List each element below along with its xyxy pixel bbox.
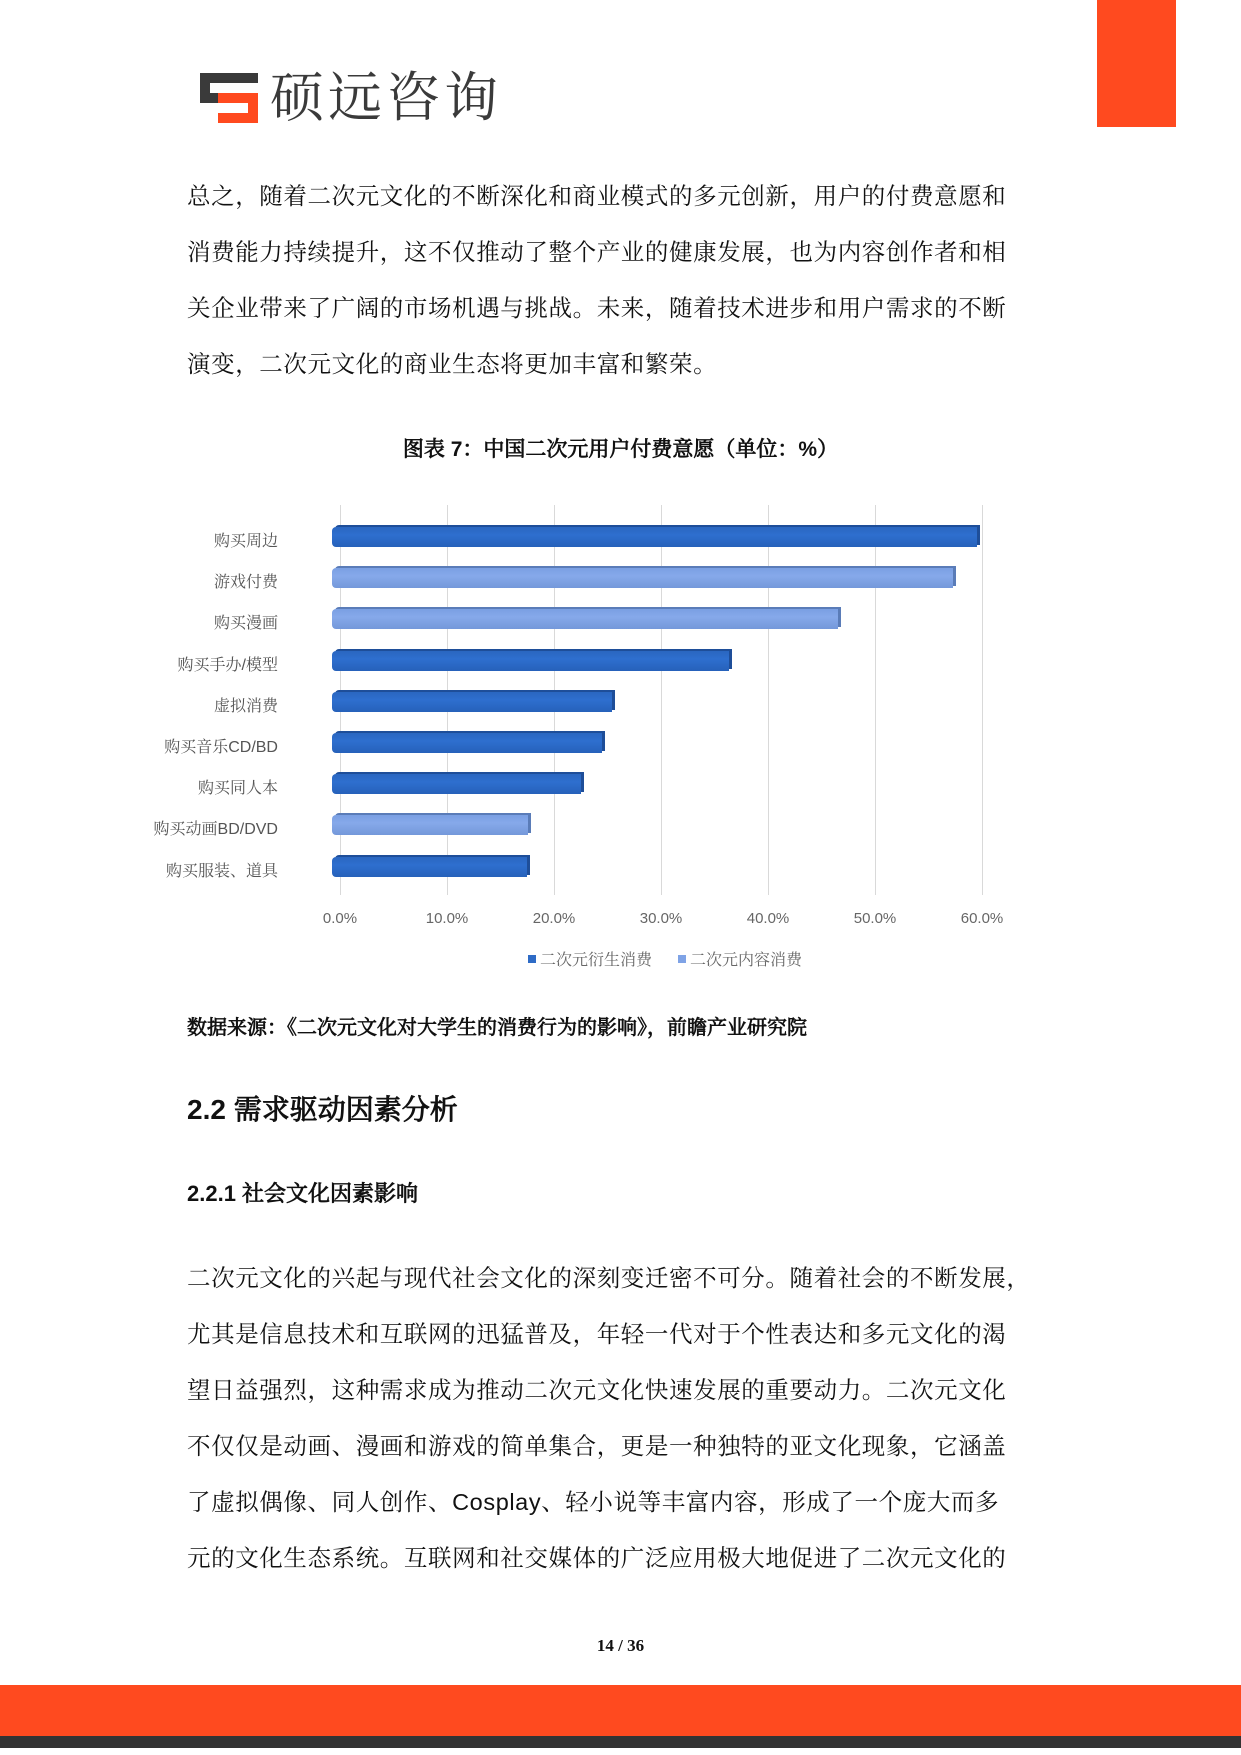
bar: [332, 651, 729, 671]
gridline: [875, 505, 876, 895]
bar: [332, 609, 838, 629]
bar: [332, 527, 977, 547]
category-label: 购买动画BD/DVD: [153, 821, 278, 839]
paragraph-line: 不仅仅是动画、漫画和游戏的简单集合，更是一种独特的亚文化现象，它涵盖: [187, 1433, 1007, 1459]
x-axis-tick-label: 60.0%: [960, 910, 1004, 927]
category-label: 虚拟消费: [213, 697, 278, 715]
legend-label: 二次元衍生消费: [539, 952, 652, 969]
data-source: 数据来源：《二次元文化对大学生的消费行为的影响》，前瞻产业研究院: [187, 1017, 807, 1039]
paragraph-line: 了虚拟偶像、同人创作、Cosplay、轻小说等丰富内容，形成了一个庞大而多: [187, 1489, 1000, 1515]
paragraph-summary: [187, 168, 1057, 392]
category-label: 购买漫画: [213, 615, 278, 633]
figure-caption: 图表 7：中国二次元用户付费意愿（单位：%）: [402, 438, 839, 461]
bar-chart: [153, 495, 1010, 985]
paragraph-social-culture: [187, 1250, 1057, 1586]
footer-accent-band: [0, 1685, 1241, 1736]
bar: [332, 815, 528, 835]
legend-swatch-icon: [678, 955, 686, 963]
bar: [332, 774, 581, 794]
subsection-heading: 2.2.1 社会文化因素影响: [187, 1181, 419, 1206]
legend-swatch-icon: [528, 955, 536, 963]
page-number: 14 / 36: [596, 1636, 645, 1655]
logo-mark-icon: [200, 73, 258, 123]
paragraph-line: 二次元文化的兴起与现代社会文化的深刻变迁密不可分。随着社会的不断发展，: [187, 1265, 1031, 1291]
category-label: 购买音乐CD/BD: [164, 739, 278, 756]
bar: [332, 857, 527, 877]
legend-item: [528, 947, 652, 970]
gridline: [661, 505, 662, 895]
bar: [332, 733, 602, 753]
x-axis-tick-label: 30.0%: [639, 910, 683, 927]
paragraph-line: 尤其是信息技术和互联网的迅猛普及，年轻一代对于个性表达和多元文化的渴: [187, 1321, 1007, 1347]
x-axis-tick-label: 20.0%: [532, 910, 576, 927]
x-axis-tick-label: 0.0%: [322, 910, 358, 927]
paragraph-line: 关企业带来了广阔的市场机遇与挑战。未来，随着技术进步和用户需求的不断: [187, 295, 1007, 321]
x-axis-tick-label: 40.0%: [746, 910, 790, 927]
paragraph-line: 总之，随着二次元文化的不断深化和商业模式的多元创新，用户的付费意愿和: [187, 183, 1007, 209]
footer-dark-band: [0, 1736, 1241, 1748]
company-logo: [200, 66, 502, 130]
category-label: 购买服装、道具: [165, 862, 278, 880]
logo-text: 硕远咨询: [270, 68, 502, 128]
legend-item: [678, 947, 802, 970]
gridline: [768, 505, 769, 895]
category-label: 游戏付费: [213, 574, 278, 592]
category-label: 购买手办/模型: [177, 656, 278, 674]
x-axis-tick-label: 10.0%: [425, 910, 469, 927]
paragraph-line: 元的文化生态系统。互联网和社交媒体的广泛应用极大地促进了二次元文化的: [187, 1545, 1007, 1571]
chart-legend: [240, 947, 1090, 970]
paragraph-line: 望日益强烈，这种需求成为推动二次元文化快速发展的重要动力。二次元文化: [187, 1377, 1007, 1403]
paragraph-line: 消费能力持续提升，这不仅推动了整个产业的健康发展，也为内容创作者和相: [187, 239, 1007, 265]
x-axis-tick-label: 50.0%: [853, 910, 897, 927]
legend-label: 二次元内容消费: [690, 952, 803, 969]
corner-accent-block: [1097, 0, 1176, 127]
section-heading: 2.2 需求驱动因素分析: [187, 1094, 458, 1125]
paragraph-line: 演变，二次元文化的商业生态将更加丰富和繁荣。: [187, 351, 718, 377]
category-label: 购买同人本: [197, 780, 278, 798]
bar: [332, 692, 612, 712]
bar: [332, 568, 953, 588]
category-label: 购买周边: [213, 533, 278, 550]
gridline: [982, 505, 983, 895]
